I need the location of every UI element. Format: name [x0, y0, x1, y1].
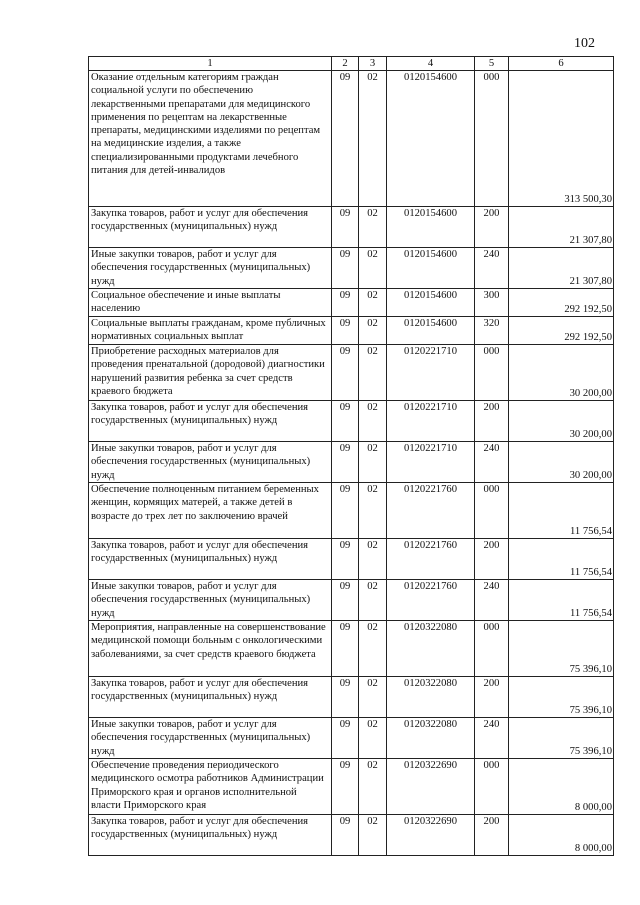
expense-type-cell: 320 [475, 317, 509, 345]
amount-cell: 292 192,50 [509, 289, 614, 317]
amount-cell: 11 756,54 [509, 580, 614, 621]
table-row [89, 539, 614, 580]
header-cell: 1 [89, 57, 332, 71]
section-code-cell: 09 [332, 815, 359, 856]
amount-cell: 8 000,00 [509, 759, 614, 815]
expense-type-cell: 200 [475, 401, 509, 442]
section-code-cell: 09 [332, 539, 359, 580]
amount-cell: 11 756,54 [509, 483, 614, 539]
target-article-cell: 0120322690 [387, 759, 475, 815]
amount-cell: 30 200,00 [509, 401, 614, 442]
target-article-cell: 0120154600 [387, 248, 475, 289]
row-name-cell: Иные закупки товаров, работ и услуг для обеспечения государственных (муниципальных) нужд [89, 248, 332, 289]
amount-cell: 21 307,80 [509, 207, 614, 248]
table-row [89, 759, 614, 815]
subsection-code-cell: 02 [359, 207, 387, 248]
amount-cell: 292 192,50 [509, 317, 614, 345]
target-article-cell: 0120221710 [387, 442, 475, 483]
target-article-cell: 0120154600 [387, 207, 475, 248]
amount-cell: 75 396,10 [509, 677, 614, 718]
subsection-code-cell: 02 [359, 442, 387, 483]
header-cell: 2 [332, 57, 359, 71]
table-row [89, 345, 614, 401]
row-name-cell: Закупка товаров, работ и услуг для обеспечения государственных (муниципальных) нужд [89, 207, 332, 248]
expense-type-cell: 240 [475, 718, 509, 759]
expense-type-cell: 200 [475, 677, 509, 718]
expense-type-cell: 000 [475, 71, 509, 207]
subsection-code-cell: 02 [359, 580, 387, 621]
target-article-cell: 0120221710 [387, 401, 475, 442]
subsection-code-cell: 02 [359, 345, 387, 401]
row-name-cell: Закупка товаров, работ и услуг для обеспечения государственных (муниципальных) нужд [89, 401, 332, 442]
table-row [89, 483, 614, 539]
target-article-cell: 0120221760 [387, 580, 475, 621]
expense-type-cell: 240 [475, 248, 509, 289]
table-row [89, 580, 614, 621]
subsection-code-cell: 02 [359, 677, 387, 718]
table-row [89, 718, 614, 759]
row-name-cell: Мероприятия, направленные на совершенствование медицинской помощи больным с онкологическими заболеваниями, за счет средств краевого бюджета [89, 621, 332, 677]
expense-type-cell: 000 [475, 621, 509, 677]
target-article-cell: 0120154600 [387, 317, 475, 345]
row-name-cell: Оказание отдельным категориям граждан социальной услуги по обеспечению лекарственными препаратами для медицинского применения по рецептам на лекарственные препараты, медицинскими изделиями по рецептам на медицинские изделия, а также специализированными продуктами лечебного питания для детей-инвалидов [89, 71, 332, 207]
section-code-cell: 09 [332, 442, 359, 483]
section-code-cell: 09 [332, 677, 359, 718]
table-row [89, 248, 614, 289]
table-row [89, 815, 614, 856]
row-name-cell: Социальные выплаты гражданам, кроме публичных нормативных социальных выплат [89, 317, 332, 345]
row-name-cell: Иные закупки товаров, работ и услуг для обеспечения государственных (муниципальных) нужд [89, 718, 332, 759]
target-article-cell: 0120322080 [387, 718, 475, 759]
header-cell: 3 [359, 57, 387, 71]
target-article-cell: 0120322690 [387, 815, 475, 856]
subsection-code-cell: 02 [359, 483, 387, 539]
section-code-cell: 09 [332, 71, 359, 207]
expense-type-cell: 200 [475, 207, 509, 248]
expense-type-cell: 200 [475, 539, 509, 580]
target-article-cell: 0120221760 [387, 483, 475, 539]
row-name-cell: Закупка товаров, работ и услуг для обеспечения государственных (муниципальных) нужд [89, 539, 332, 580]
section-code-cell: 09 [332, 621, 359, 677]
target-article-cell: 0120154600 [387, 289, 475, 317]
row-name-cell: Социальное обеспечение и иные выплаты населению [89, 289, 332, 317]
page-number: 102 [574, 36, 595, 51]
header-row [89, 57, 614, 71]
row-name-cell: Приобретение расходных материалов для проведения пренатальной (дородовой) диагностики нарушений развития ребенка за счет средств краевого бюджета [89, 345, 332, 401]
header-cell: 5 [475, 57, 509, 71]
subsection-code-cell: 02 [359, 815, 387, 856]
section-code-cell: 09 [332, 345, 359, 401]
expense-type-cell: 000 [475, 483, 509, 539]
section-code-cell: 09 [332, 401, 359, 442]
section-code-cell: 09 [332, 317, 359, 345]
table-row [89, 677, 614, 718]
row-name-cell: Иные закупки товаров, работ и услуг для обеспечения государственных (муниципальных) нужд [89, 580, 332, 621]
table-row [89, 71, 614, 207]
table-row [89, 317, 614, 345]
subsection-code-cell: 02 [359, 718, 387, 759]
expense-type-cell: 240 [475, 442, 509, 483]
section-code-cell: 09 [332, 759, 359, 815]
row-name-cell: Обеспечение полноценным питанием беременных женщин, кормящих матерей, а также детей в возрасте до трех лет по заключению врачей [89, 483, 332, 539]
amount-cell: 75 396,10 [509, 621, 614, 677]
section-code-cell: 09 [332, 248, 359, 289]
subsection-code-cell: 02 [359, 317, 387, 345]
expense-type-cell: 000 [475, 345, 509, 401]
row-name-cell: Закупка товаров, работ и услуг для обеспечения государственных (муниципальных) нужд [89, 677, 332, 718]
section-code-cell: 09 [332, 289, 359, 317]
section-code-cell: 09 [332, 207, 359, 248]
subsection-code-cell: 02 [359, 401, 387, 442]
amount-cell: 21 307,80 [509, 248, 614, 289]
subsection-code-cell: 02 [359, 539, 387, 580]
amount-cell: 313 500,30 [509, 71, 614, 207]
target-article-cell: 0120322080 [387, 677, 475, 718]
expense-type-cell: 000 [475, 759, 509, 815]
section-code-cell: 09 [332, 580, 359, 621]
table-row [89, 442, 614, 483]
amount-cell: 8 000,00 [509, 815, 614, 856]
target-article-cell: 0120221760 [387, 539, 475, 580]
expense-type-cell: 200 [475, 815, 509, 856]
table-row [89, 401, 614, 442]
target-article-cell: 0120154600 [387, 71, 475, 207]
expense-type-cell: 300 [475, 289, 509, 317]
expense-type-cell: 240 [475, 580, 509, 621]
header-cell: 4 [387, 57, 475, 71]
table-row [89, 621, 614, 677]
target-article-cell: 0120322080 [387, 621, 475, 677]
budget-table [88, 56, 614, 856]
row-name-cell: Закупка товаров, работ и услуг для обеспечения государственных (муниципальных) нужд [89, 815, 332, 856]
amount-cell: 30 200,00 [509, 442, 614, 483]
table-row [89, 289, 614, 317]
row-name-cell: Иные закупки товаров, работ и услуг для обеспечения государственных (муниципальных) нужд [89, 442, 332, 483]
target-article-cell: 0120221710 [387, 345, 475, 401]
table-body [89, 71, 614, 856]
amount-cell: 11 756,54 [509, 539, 614, 580]
subsection-code-cell: 02 [359, 71, 387, 207]
row-name-cell: Обеспечение проведения периодического медицинского осмотра работников Администрации Приморского края и органов исполнительной власти Приморского края [89, 759, 332, 815]
header-cell: 6 [509, 57, 614, 71]
amount-cell: 75 396,10 [509, 718, 614, 759]
section-code-cell: 09 [332, 718, 359, 759]
section-code-cell: 09 [332, 483, 359, 539]
table-row [89, 207, 614, 248]
subsection-code-cell: 02 [359, 759, 387, 815]
subsection-code-cell: 02 [359, 289, 387, 317]
subsection-code-cell: 02 [359, 621, 387, 677]
amount-cell: 30 200,00 [509, 345, 614, 401]
subsection-code-cell: 02 [359, 248, 387, 289]
